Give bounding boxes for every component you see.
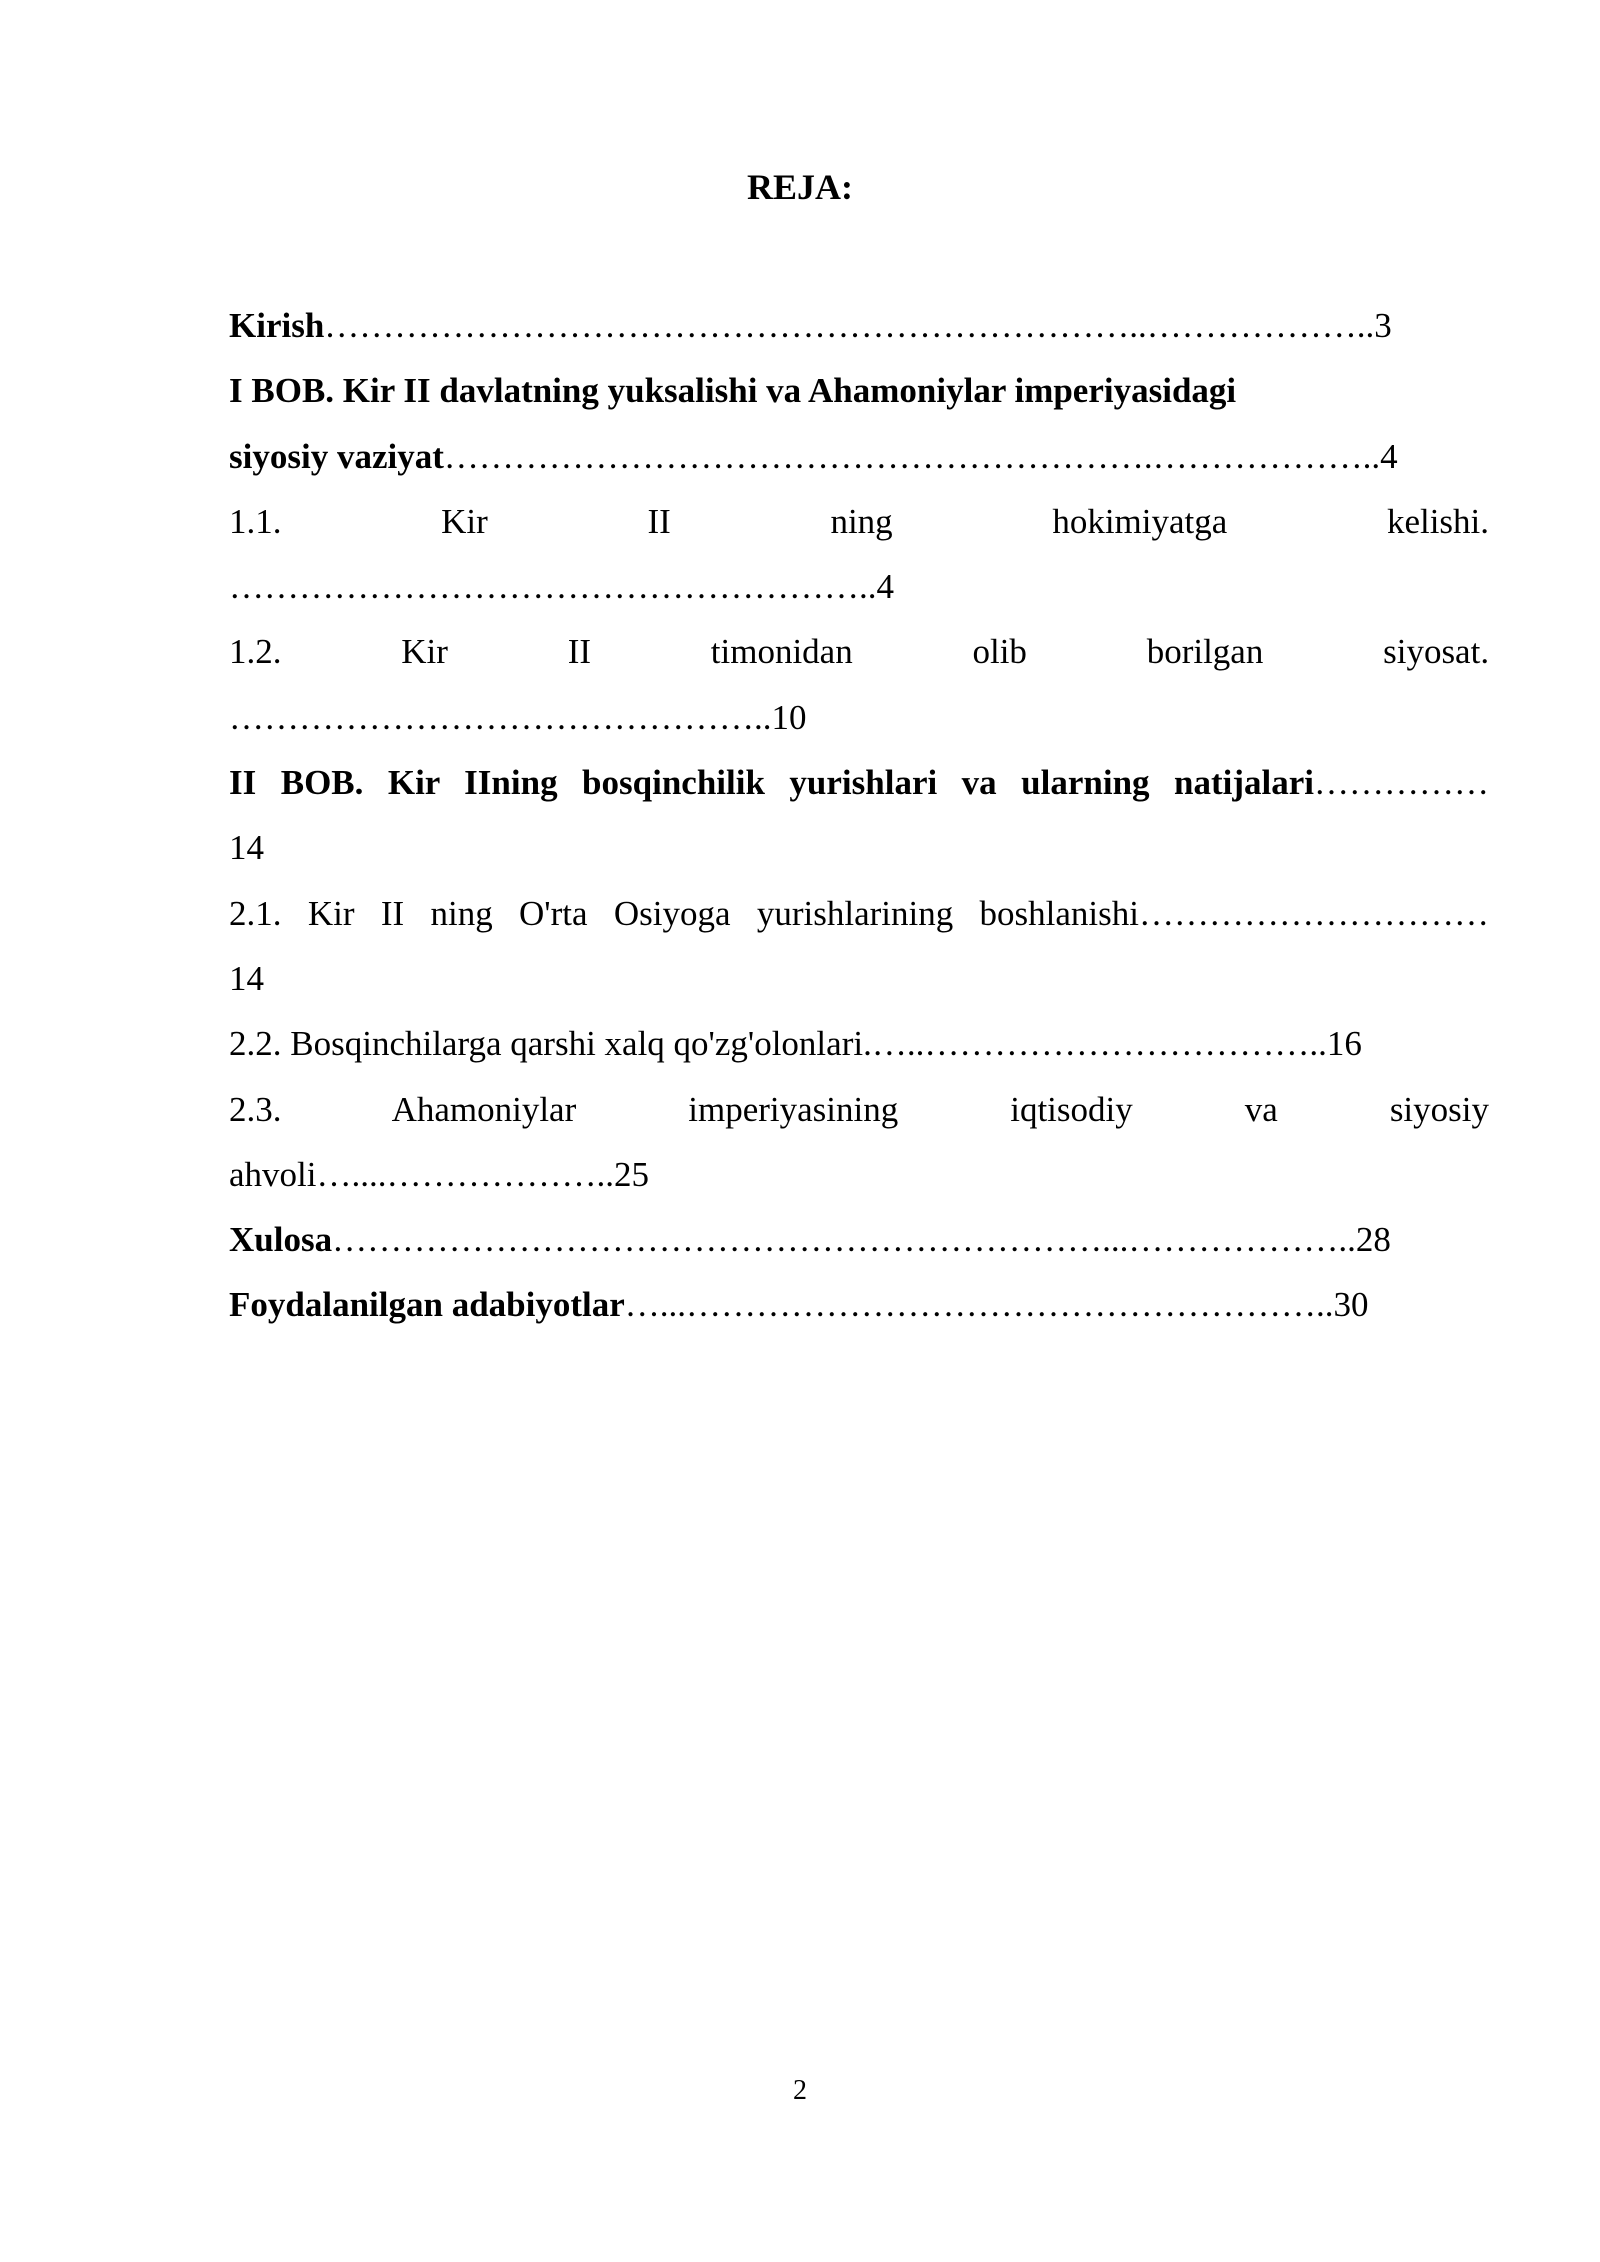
toc-leader: ………………………… — [1139, 893, 1489, 933]
toc-entry-1-2 — [229, 619, 1489, 684]
page-title: REJA: — [747, 167, 853, 207]
toc-word: siyosiy — [1389, 1089, 1489, 1129]
toc-word: siyosat. — [1383, 632, 1489, 672]
table-of-contents — [229, 293, 1489, 1338]
toc-entry-2-2 — [229, 1011, 1489, 1076]
toc-entry-label: 2.1. Kir II ning O'rta Osiyoga yurishlarining boshlanishi — [229, 893, 1139, 933]
toc-word: olib — [972, 632, 1027, 672]
toc-entry-adabiyotlar — [229, 1272, 1489, 1337]
toc-entry-label: Kirish — [229, 306, 325, 345]
toc-leader: ………………………………………………..4 — [229, 567, 894, 607]
toc-word: Kir — [441, 501, 488, 541]
toc-entry-label: siyosiy vaziyat — [229, 436, 444, 476]
toc-entry-1-1-leader — [229, 554, 1489, 619]
toc-word: 1.1. — [229, 501, 282, 541]
toc-word: II — [567, 632, 591, 672]
toc-entry-kirish — [229, 293, 1489, 358]
toc-word: va — [1244, 1089, 1278, 1129]
toc-leader: …...………………………………………………..30 — [624, 1285, 1369, 1325]
toc-word: iqtisodiy — [1010, 1089, 1133, 1129]
toc-entry-1-2-leader — [229, 685, 1489, 750]
toc-entry-1-1 — [229, 489, 1489, 554]
toc-entry-text: ahvoli…....………………..25 — [229, 1154, 649, 1194]
toc-entry-bob1-continuation — [229, 424, 1489, 489]
toc-leader: ………………………………………..10 — [229, 697, 807, 737]
toc-leader: …………………………………………………….………………..4 — [443, 436, 1398, 476]
toc-word: borilgan — [1146, 632, 1264, 672]
toc-entry-bob1-heading — [229, 358, 1489, 423]
toc-word: ning — [830, 501, 893, 541]
toc-entry-label: I BOB. Kir II davlatning yuksalishi va Ahamoniylar imperiyasidagi — [229, 371, 1237, 411]
toc-word: II — [647, 501, 671, 541]
toc-entry-bob2 — [229, 750, 1489, 815]
toc-word: 1.2. — [229, 632, 282, 672]
toc-entry-2-3-continuation — [229, 1142, 1489, 1207]
toc-word: Kir — [401, 632, 448, 672]
toc-word: timonidan — [710, 632, 853, 672]
page-number: 2 — [793, 2075, 807, 2106]
toc-leader: …………………………………………………………...………………..28 — [332, 1220, 1391, 1260]
toc-word: kelishi. — [1386, 501, 1489, 541]
toc-entry-2-3 — [229, 1077, 1489, 1142]
toc-word: hokimiyatga — [1052, 501, 1228, 541]
toc-entry-text: 2.2. Bosqinchilarga qarshi xalq qo'zg'olonlari.…..……………………………..16 — [229, 1024, 1362, 1064]
toc-word: 2.3. — [229, 1089, 282, 1129]
toc-entry-label: Xulosa — [229, 1220, 333, 1260]
toc-leader: …………… — [1314, 763, 1489, 803]
toc-entry-2-1 — [229, 881, 1489, 946]
toc-word: imperiyasining — [688, 1089, 899, 1129]
toc-word: Ahamoniylar — [391, 1089, 577, 1129]
toc-entry-xulosa — [229, 1207, 1489, 1272]
toc-page-number: 14 — [229, 958, 264, 998]
toc-entry-2-1-page — [229, 946, 1489, 1011]
toc-entry-label: II BOB. Kir IIning bosqinchilik yurishlari va ularning natijalari — [229, 763, 1314, 803]
toc-entry-label: Foydalanilgan adabiyotlar — [229, 1285, 625, 1325]
toc-entry-bob2-page — [229, 815, 1489, 880]
toc-leader: ……………………………………………………………..………………..3 — [324, 306, 1392, 345]
toc-page-number: 14 — [229, 828, 264, 868]
